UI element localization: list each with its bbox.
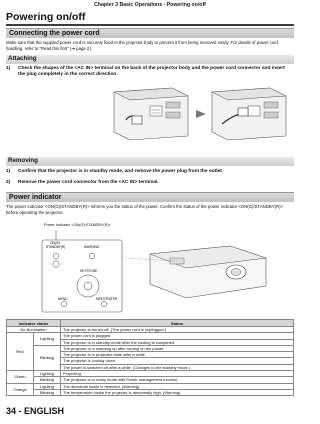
color-cell-red: Red [7, 333, 34, 371]
state-cell: Lighting [34, 333, 61, 346]
step-number: 1) [6, 169, 11, 174]
section-heading-connecting: Connecting the power cord [6, 28, 294, 38]
table-header-indicator: Indicator status [7, 320, 61, 327]
status-cell: The projector is in warming up after turning on the power. [61, 345, 294, 351]
indicator-callout-label: Power indicator <ON(G)/STANDBY(R)> [44, 223, 111, 227]
label-standby: STANDBY(R) [46, 245, 66, 249]
projector-top-illustration [40, 228, 270, 314]
connecting-intro: Make sure that the supplied power cord is securely fixed to the projector body to prevent it from being removed easily. For details of power cord handling, refer to "Read this first" (➜ page 2). [6, 40, 278, 51]
projector-body-figure [124, 246, 266, 298]
arrow-right-icon [196, 110, 206, 118]
step-text: Check the shapes of the <AC IN> terminal on the back of the projector body and the power cord connector and insert the plug completely in the correct direction. [18, 66, 285, 78]
page-title: Powering on/off [6, 11, 86, 23]
removing-step-2 [6, 180, 294, 186]
projector-back-left [114, 88, 188, 140]
status-cell: The abnormal inside is detected. (Warning) [61, 383, 294, 389]
state-cell: Blinking [34, 377, 61, 383]
attaching-step-1 [6, 66, 294, 79]
control-panel-figure [42, 240, 122, 312]
table-header-status: Status [61, 320, 294, 327]
step-text: Remove the power cord connector from the <AC IN> terminal. [18, 180, 159, 185]
menu-button-icon [61, 301, 66, 306]
power-button-icon [53, 261, 59, 267]
status-cell: The projector is in projected state after a while. [61, 352, 294, 358]
label-menu: MENU [58, 297, 68, 301]
status-cell: The projector is turned off. (The power cord is unplugged.) [61, 327, 294, 333]
page-number: 34 - ENGLISH [6, 406, 65, 416]
power-indicator-status-table [6, 319, 294, 396]
state-cell: Lighting [34, 371, 61, 377]
color-cell-orange: Orange [7, 383, 34, 396]
state-cell: Lighting [34, 383, 61, 389]
input-enter-button-icon [101, 301, 106, 306]
status-cell: The projector is in standby mode after the cooling is completed. [61, 339, 294, 345]
power-indicator-icon [53, 253, 58, 258]
label-keystone: KEYSTONE [80, 269, 98, 273]
status-cell: The power is switched off after a while. (Changes to the standby mode.) [61, 364, 294, 370]
step-number: 2) [6, 180, 11, 185]
label-on-standby: ON(G)/ [50, 241, 61, 245]
status-cell: The temperature inside the projector is abnormally high. (Warning) [61, 389, 294, 395]
power-indicator-intro: The power indicator <ON(G)/STANDBY(R)> informs you the status of the power. Confirm the status of the power indicator <ON(G)/STANDBY(R)> before operating the projector. [6, 204, 284, 215]
step-text: Confirm that the projector is in standby mode, and remove the power plug from the outlet. [18, 169, 224, 174]
subheading-removing: Removing [6, 157, 294, 166]
state-cell: Blinking [34, 345, 61, 370]
subheading-attaching: Attaching [6, 55, 294, 64]
removing-step-1 [6, 169, 294, 175]
title-rule [6, 24, 294, 26]
label-warning: WARNING [84, 245, 100, 249]
indicator-cell: No illumination [7, 327, 61, 333]
table-row [7, 389, 294, 395]
projector-back-right [212, 88, 286, 140]
status-cell: The power cord is plugged. [61, 333, 294, 339]
status-cell: The projector is in ready mode with Power management function. [61, 377, 294, 383]
status-cell: The projector is cooling down. [61, 358, 294, 364]
warning-indicator-icon [89, 253, 94, 258]
color-cell-green: Green [7, 371, 34, 384]
state-cell: Blinking [34, 389, 61, 395]
section-heading-power-indicator: Power indicator [6, 192, 294, 202]
status-cell: Projecting. [61, 371, 294, 377]
chapter-header: Chapter 3 Basic Operations - Powering on/off [94, 2, 206, 8]
step-number: 1) [6, 66, 11, 71]
power-cord-illustration [106, 84, 292, 144]
table-header-row [7, 320, 294, 327]
label-input-enter: INPUT/ENTER [96, 297, 118, 301]
